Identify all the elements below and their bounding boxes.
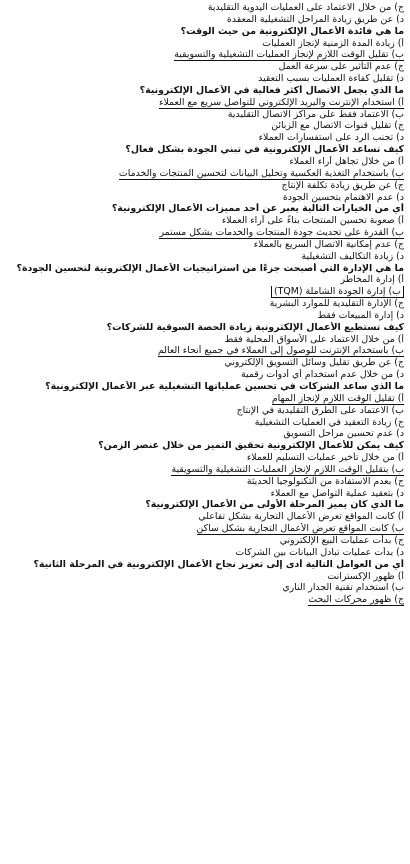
answer-option-underlined: [4, 393, 404, 405]
line-text: كيف يمكن للأعمال الإلكترونية تحقيق التميز من خلال عنصر الزمن؟: [98, 440, 404, 452]
question-line: [4, 263, 404, 275]
answer-option-underlined: [4, 345, 404, 357]
line-text: ب) باستخدام الإنترنت للوصول إلى العملاء في جميع أنحاء العالم: [157, 345, 404, 357]
line-text: أ) ظهور الإكسترانت: [327, 570, 404, 582]
line-text: أ) من خلال تجاهل آراء العملاء: [289, 155, 404, 167]
line-text: د) تجنب الرد على استفسارات العملاء: [258, 132, 404, 144]
line-text: ج) عدم إمكانية الاتصال السريع بالعملاء: [253, 238, 404, 250]
answer-option: [4, 251, 404, 263]
line-text: أ) كانت المواقع تعرض الأعمال التجارية بشكل تفاعلي: [198, 511, 404, 523]
line-text: ج) بعدم الاستفادة من التكنولوجيا الحديثة: [246, 475, 404, 487]
answer-option: [4, 476, 404, 488]
answer-option: [4, 334, 404, 346]
line-text: د) عدم الاهتمام بتحسين الجودة: [282, 191, 404, 203]
line-text: أي من العوامل التالية أدى إلى تعزيز نجاح الأعمال الإلكترونية في المرحلة الثانية؟: [33, 558, 404, 570]
line-text: ب) بتقليل الوقت اللازم لإنجاز العمليات التشغيلية والتسويقية: [171, 463, 404, 475]
answer-option-underlined: [4, 49, 404, 61]
answer-option: [4, 215, 404, 227]
line-text: د) زيادة التكاليف التشغيلية: [301, 250, 404, 262]
answer-option: [4, 405, 404, 417]
line-text: ما الذي كان يميز المرحلة الأولى من الأعمال الإلكترونية؟: [145, 499, 404, 511]
answer-option: [4, 239, 404, 251]
answer-option: [4, 156, 404, 168]
question-line: [4, 26, 404, 38]
line-text: ب) استخدام تقنية الجدار الناري: [282, 582, 404, 594]
line-text: كيف تساعد الأعمال الإلكترونية في تبني الجودة بشكل فعال؟: [125, 144, 404, 156]
answer-option: [4, 274, 404, 286]
line-text: ما الذي يجعل الاتصال أكثر فعالية في الأعمال الإلكترونية؟: [139, 84, 404, 96]
answer-option: [4, 535, 404, 547]
line-text: ما الذي ساعد الشركات في تحسين عملياتها التشغيلية عبر الأعمال الإلكترونية؟: [45, 381, 404, 392]
line-text: ج) بدأت عمليات البيع الإلكتروني: [279, 534, 404, 546]
answer-option: [4, 571, 404, 583]
line-text: كيف تستطيع الأعمال الإلكترونية زيادة الحصة السوقية للشركات؟: [106, 321, 404, 333]
answer-option: [4, 310, 404, 322]
line-text: ج) من خلال الاعتماد على العمليات اليدوية التقليدية: [207, 2, 404, 13]
line-text: ج) زيادة التعقيد في العمليات التشغيلية: [254, 416, 404, 428]
answer-option: [4, 61, 404, 73]
answer-option: [4, 2, 404, 14]
answer-option: [4, 38, 404, 50]
line-text: ب) الاعتماد على الطرق التقليدية في الإنتاج: [236, 404, 404, 416]
line-text: د) عن طريق زيادة المراحل التشغيلية المعقدة: [226, 13, 404, 25]
answer-option: [4, 120, 404, 132]
answer-option: [4, 369, 404, 381]
line-text: د) من خلال عدم استخدام أي أدوات رقمية: [240, 369, 404, 381]
line-text: د) بتعقيد عملية التواصل مع العملاء: [270, 487, 404, 499]
line-text: أ) استخدام الإنترنت والبريد الإلكتروني للتواصل سريع مع العملاء: [159, 96, 404, 108]
line-text: أ) من خلال تأخير عمليات التسليم للعملاء: [246, 452, 404, 464]
question-line: [4, 203, 404, 215]
question-line: [4, 440, 404, 452]
line-text: ب) باستخدام التغذية العكسية وتحليل البيانات لتحسين المنتجات والخدمات: [118, 167, 404, 179]
answer-option: [4, 547, 404, 559]
question-line: [4, 85, 404, 97]
answer-option-underlined: [4, 227, 404, 239]
answer-option: [4, 180, 404, 192]
question-line: [4, 381, 404, 393]
line-text: د) بدأت عمليات تبادل البيانات بين الشركات: [235, 546, 404, 558]
line-text: ج) ظهور محركات البحث: [308, 594, 404, 606]
line-text: ب) كانت المواقع تعرض الأعمال التجارية بشكل ساكن: [196, 523, 404, 535]
answer-option: [4, 298, 404, 310]
answer-option-underlined: [4, 464, 404, 476]
line-text: ب) إدارة الجودة الشاملة (TQM): [271, 286, 404, 298]
answer-option: [4, 452, 404, 464]
line-text: ج) عدم التأثير على سرعة العمل: [278, 61, 404, 73]
line-text: ج) عن طريق تقليل وسائل التسويق الإلكتروني: [224, 357, 404, 369]
line-text: ما هي الإدارة التي أصبحت جزءًا من استراتيجيات الأعمال الإلكترونية لتحسين الجودة؟: [16, 262, 404, 274]
line-text: ما هي فائدة الأعمال الإلكترونية من حيث الوقت؟: [180, 25, 404, 37]
answer-option-underlined: [4, 594, 404, 606]
line-text: أ) إدارة المخاطر: [340, 274, 404, 286]
answer-option: [4, 428, 404, 440]
answer-option: [4, 417, 404, 429]
answer-option: [4, 488, 404, 500]
line-text: ب) الاعتماد فقط على مراكز الاتصال التقليدية: [227, 108, 404, 120]
line-text: أ) من خلال الاعتماد على الأسواق المحلية فقط: [224, 333, 404, 345]
line-text: ب) تقليل الوقت اللازم لإنجاز العمليات التشغيلية والتسويقية: [174, 49, 404, 61]
answer-option-underlined: [4, 168, 404, 180]
line-text: د) عدم تحسين مراحل التسويق: [283, 428, 404, 440]
line-text: أ) صعوبة تحسين المنتجات بناءً على آراء العملاء: [221, 215, 404, 227]
answer-option: [4, 286, 404, 298]
line-text: أ) تقليل الوقت اللازم لإنجاز المهام: [271, 392, 404, 404]
question-line: [4, 322, 404, 334]
answer-option: [4, 73, 404, 85]
question-line: [4, 559, 404, 571]
line-text: ج) تقليل قنوات الاتصال مع الزبائن: [271, 120, 404, 132]
line-text: أي من الخيارات التالية يعبر عن أحد مميزات الأعمال الإلكترونية؟: [111, 203, 404, 215]
line-text: ب) القدرة على تحديث جودة المنتجات والخدمات بشكل مستمر: [159, 227, 404, 239]
answer-option-underlined: [4, 97, 404, 109]
answer-option: [4, 192, 404, 204]
line-text: أ) زيادة المدة الزمنية لإنجاز العمليات: [262, 37, 404, 49]
line-text: د) تقليل كفاءة العمليات بسبب التعقيد: [258, 73, 404, 85]
answer-option-underlined: [4, 523, 404, 535]
answer-option: [4, 14, 404, 26]
answer-option: [4, 132, 404, 144]
line-text: ج) عن طريق زيادة تكلفة الإنتاج: [281, 179, 404, 191]
question-line: [4, 144, 404, 156]
line-text: ج) الإدارة التقليدية للموارد البشرية: [269, 298, 404, 310]
answer-option: [4, 582, 404, 594]
answer-option: [4, 511, 404, 523]
answer-option: [4, 109, 404, 121]
question-line: [4, 499, 404, 511]
line-text: د) إدارة المبيعات فقط: [317, 309, 404, 321]
answer-option: [4, 357, 404, 369]
